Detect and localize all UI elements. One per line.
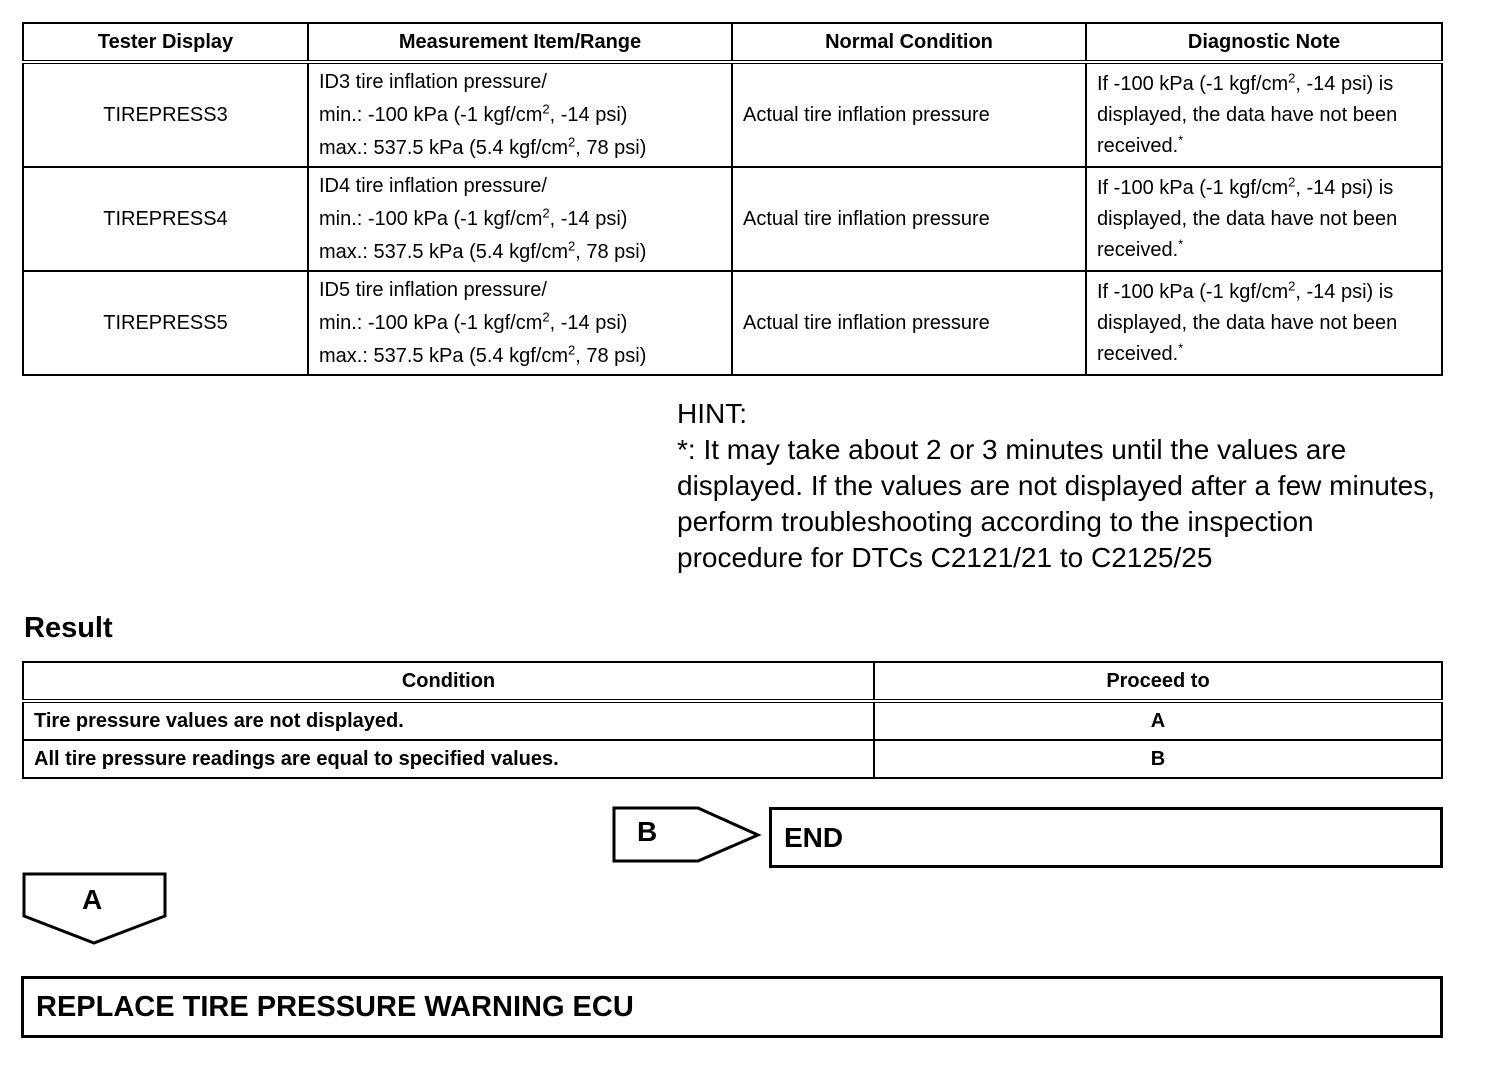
diagnostic-note-cell: If -100 kPa (-1 kgf/$cm^2$, -14 psi) is displayed, the data have not been received.* (1086, 167, 1442, 271)
normal-condition-cell: Actual tire inflation pressure (732, 167, 1086, 271)
hint-block (677, 396, 1437, 576)
table-row (23, 167, 1442, 271)
result-heading: Result (24, 612, 113, 644)
col-header-proceed-to: Proceed to (874, 662, 1442, 701)
diagnostic-note-cell: If -100 kPa (-1 kgf/$cm^2$, -14 psi) is displayed, the data have not been received.* (1086, 271, 1442, 375)
tester-display-cell: TIREPRESS4 (23, 167, 308, 271)
diagnostic-note-cell: If -100 kPa (-1 kgf/$cm^2$, -14 psi) is displayed, the data have not been received.* (1086, 62, 1442, 167)
range-min: min.: -100 kPa (-1 kgf/$cm^2$, -14 psi) (319, 100, 628, 126)
a-arrow-label: A (82, 884, 103, 915)
replace-ecu-label: REPLACE TIRE PRESSURE WARNING ECU (36, 990, 634, 1023)
tester-display-cell: TIREPRESS5 (23, 271, 308, 375)
measurement-range-cell (308, 271, 732, 375)
range-item: ID3 tire inflation pressure/ (319, 70, 547, 93)
col-header-tester-display: Tester Display (23, 23, 308, 62)
range-min: min.: -100 kPa (-1 kgf/$cm^2$, -14 psi) (319, 204, 628, 230)
table-header-row (23, 23, 1442, 62)
hint-title: HINT: (677, 398, 747, 429)
b-arrow-shape (612, 805, 764, 865)
proceed-cell: A (874, 701, 1442, 740)
table-row (23, 271, 1442, 375)
end-box (769, 807, 1443, 868)
proceed-cell: B (874, 740, 1442, 778)
measurement-range-cell (308, 62, 732, 167)
table-row (23, 740, 1442, 778)
measurement-range-cell (308, 167, 732, 271)
col-header-condition: Condition (23, 662, 874, 701)
hint-text: *: It may take about 2 or 3 minutes until the values are displayed. If the values are not displayed after a few minutes, perform troubleshooting according to the inspection procedure for DTCs C2121/21 to C2125/25 (677, 434, 1435, 573)
table-row (23, 62, 1442, 167)
col-header-measurement: Measurement Item/Range (308, 23, 732, 62)
condition-cell: All tire pressure readings are equal to specified values. (23, 740, 874, 778)
tester-display-cell: TIREPRESS3 (23, 62, 308, 167)
range-max: max.: 537.5 kPa (5.4 kgf/$cm^2$, 78 psi) (319, 341, 647, 367)
range-item: ID4 tire inflation pressure/ (319, 174, 547, 197)
b-arrow-label: B (637, 816, 658, 847)
range-item: ID5 tire inflation pressure/ (319, 278, 547, 301)
tester-data-table (22, 22, 1443, 376)
normal-condition-cell: Actual tire inflation pressure (732, 62, 1086, 167)
result-header-row (23, 662, 1442, 701)
normal-condition-cell: Actual tire inflation pressure (732, 271, 1086, 375)
end-label: END (784, 821, 844, 853)
result-table (22, 661, 1443, 779)
table-row (23, 701, 1442, 740)
range-max: max.: 537.5 kPa (5.4 kgf/$cm^2$, 78 psi) (319, 133, 647, 159)
col-header-diagnostic-note: Diagnostic Note (1086, 23, 1442, 62)
range-min: min.: -100 kPa (-1 kgf/$cm^2$, -14 psi) (319, 308, 628, 334)
col-header-normal-condition: Normal Condition (732, 23, 1086, 62)
condition-cell: Tire pressure values are not displayed. (23, 701, 874, 740)
range-max: max.: 537.5 kPa (5.4 kgf/$cm^2$, 78 psi) (319, 237, 647, 263)
replace-ecu-box (21, 976, 1443, 1038)
